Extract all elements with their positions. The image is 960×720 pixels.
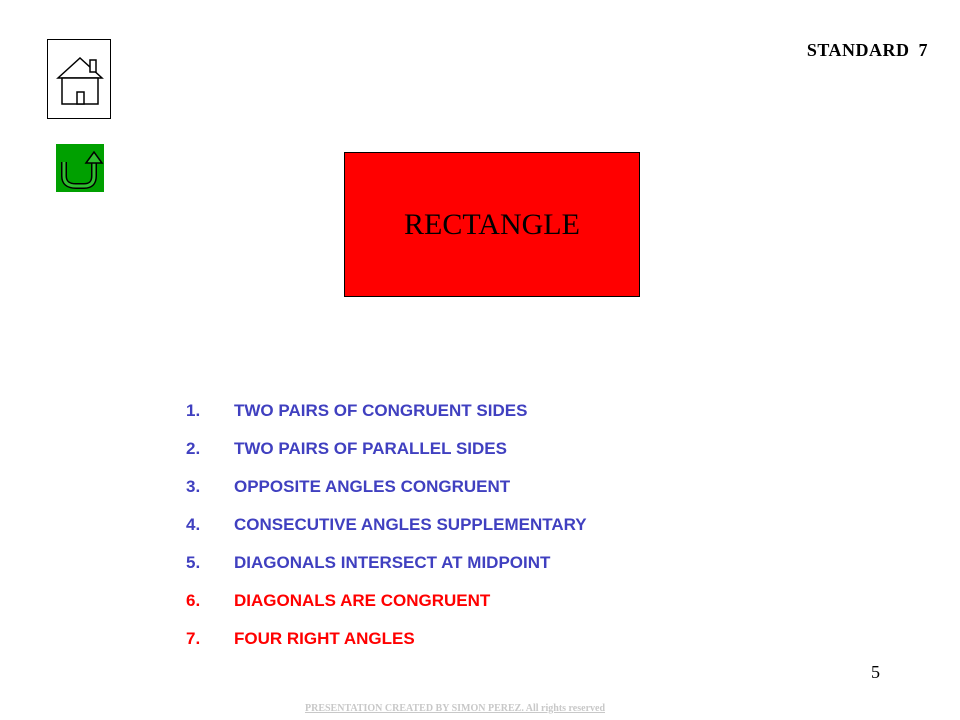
property-text: TWO PAIRS OF PARALLEL SIDES xyxy=(234,439,507,458)
property-text: DIAGONALS INTERSECT AT MIDPOINT xyxy=(234,553,551,572)
property-text: OPPOSITE ANGLES CONGRUENT xyxy=(234,477,511,496)
property-text: DIAGONALS ARE CONGRUENT xyxy=(234,591,491,610)
property-item xyxy=(186,506,587,544)
property-number: 2. xyxy=(186,439,201,458)
rectangle-shape xyxy=(344,152,640,297)
property-item-highlighted xyxy=(186,582,587,620)
property-number: 1. xyxy=(186,401,201,420)
return-button[interactable] xyxy=(56,144,104,192)
property-item xyxy=(186,430,587,468)
property-number: 7. xyxy=(186,629,201,648)
property-item-highlighted xyxy=(186,620,587,658)
u-turn-arrow-icon xyxy=(56,144,104,192)
standard-label: STANDARD 7 xyxy=(806,40,928,60)
house-icon xyxy=(48,40,112,120)
page-number: 5 xyxy=(871,662,880,682)
property-list xyxy=(186,392,587,658)
property-item xyxy=(186,468,587,506)
property-item xyxy=(186,392,587,430)
property-item xyxy=(186,544,587,582)
property-number: 3. xyxy=(186,477,201,496)
property-number: 5. xyxy=(186,553,201,572)
property-text: FOUR RIGHT ANGLES xyxy=(234,629,415,648)
property-number: 6. xyxy=(186,591,201,610)
property-number: 4. xyxy=(186,515,201,534)
home-button[interactable] xyxy=(47,39,111,119)
credit-link[interactable]: PRESENTATION CREATED BY SIMON PEREZ. All rights reserved xyxy=(304,703,606,714)
property-text: TWO PAIRS OF CONGRUENT SIDES xyxy=(234,401,528,420)
property-text: CONSECUTIVE ANGLES SUPPLEMENTARY xyxy=(234,515,587,534)
shape-title: RECTANGLE xyxy=(404,207,580,241)
